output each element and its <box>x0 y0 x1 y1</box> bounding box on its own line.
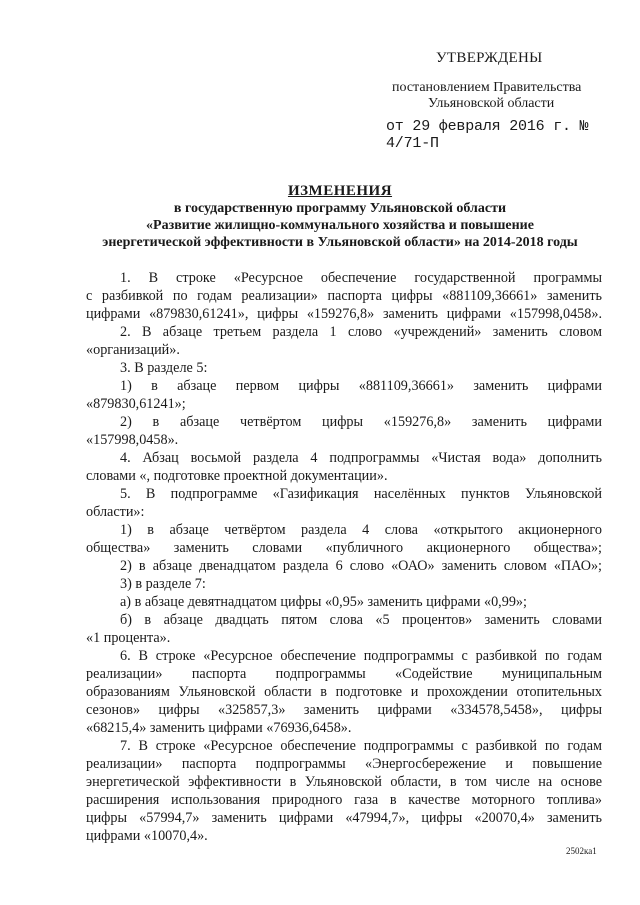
approval-region: Ульяновской области <box>428 96 555 111</box>
body-line: б) в абзаце двадцать пятом слова «5 процентов» заменить словами <box>120 612 602 628</box>
document-subtitle-line-1: в государственную программу Ульяновской области <box>173 201 507 216</box>
body-line: образованиям Ульяновской области в подготовке и прохождении отопительных <box>86 684 602 700</box>
body-line: «1 процента». <box>86 630 171 646</box>
body-line: энергетической эффективности в Ульяновской области, в том числе на основе <box>86 774 602 790</box>
body-line: 1) в абзаце первом цифры «881109,36661» заменить цифрами <box>120 378 602 394</box>
body-line: сезонов» цифры «325857,3» заменить цифрами «334578,5458», цифры <box>86 702 602 718</box>
body-line: цифрами «10070,4». <box>86 828 208 844</box>
body-line: 6. В строке «Ресурсное обеспечение подпрограммы с разбивкой по годам <box>120 648 602 664</box>
body-line: расширения использования природного газа в качестве моторного топлива» <box>86 792 602 808</box>
body-line: «организаций». <box>86 342 180 358</box>
body-line: цифрами «879830,61241», цифры «159276,8» заменить цифрами «157998,0458». <box>86 306 602 322</box>
document-title: ИЗМЕНЕНИЯ <box>287 183 393 199</box>
body-line: словами «, подготовке проектной документации». <box>86 468 388 484</box>
body-line: 5. В подпрограмме «Газификация населённых пунктов Ульяновской <box>120 486 602 502</box>
body-line: 3. В разделе 5: <box>120 360 208 376</box>
body-line: 2. В абзаце третьем раздела 1 слово «учреждений» заменить словом <box>120 324 602 340</box>
body-line: 1. В строке «Ресурсное обеспечение государственной программы <box>120 270 602 286</box>
body-line: «879830,61241»; <box>86 396 186 412</box>
approval-authority: постановлением Правительства <box>392 80 582 95</box>
body-line: области»: <box>86 504 145 520</box>
approval-date-number: от 29 февраля 2016 г. № 4/71-П <box>386 118 589 152</box>
body-line: с разбивкой по годам реализации» паспорта цифры «881109,36661» заменить <box>86 288 602 304</box>
body-line: общества» заменить словами «публичного акционерного общества»; <box>86 540 602 556</box>
body-line: 2) в абзаце двенадцатом раздела 6 слово «ОАО» заменить словом «ПАО»; <box>120 558 602 574</box>
body-line: «157998,0458». <box>86 432 179 448</box>
approval-title: УТВЕРЖДЕНЫ <box>436 50 543 66</box>
document-code: 2502ка1 <box>566 846 597 856</box>
body-line: а) в абзаце девятнадцатом цифры «0,95» заменить цифрами «0,99»; <box>120 594 527 610</box>
document-subtitle-line-3: энергетической эффективности в Ульяновской области» на 2014-2018 годы <box>102 235 578 250</box>
document-subtitle-line-2: «Развитие жилищно-коммунального хозяйства и повышение <box>146 218 534 233</box>
body-line: цифры «57994,7» заменить цифрами «47994,7», цифры «20070,4» заменить <box>86 810 602 826</box>
body-line: 1) в абзаце четвёртом раздела 4 слова «открытого акционерного <box>120 522 602 538</box>
body-line: «68215,4» заменить цифрами «76936,6458». <box>86 720 352 736</box>
body-line: реализации» паспорта подпрограммы «Содействие муниципальным <box>86 666 602 682</box>
body-line: реализации» паспорта подпрограммы «Энергосбережение и повышение <box>86 756 602 772</box>
body-line: 4. Абзац восьмой раздела 4 подпрограммы «Чистая вода» дополнить <box>120 450 602 466</box>
body-line: 7. В строке «Ресурсное обеспечение подпрограммы с разбивкой по годам <box>120 738 602 754</box>
body-line: 3) в разделе 7: <box>120 576 206 592</box>
body-line: 2) в абзаце четвёртом цифры «159276,8» заменить цифрами <box>120 414 602 430</box>
